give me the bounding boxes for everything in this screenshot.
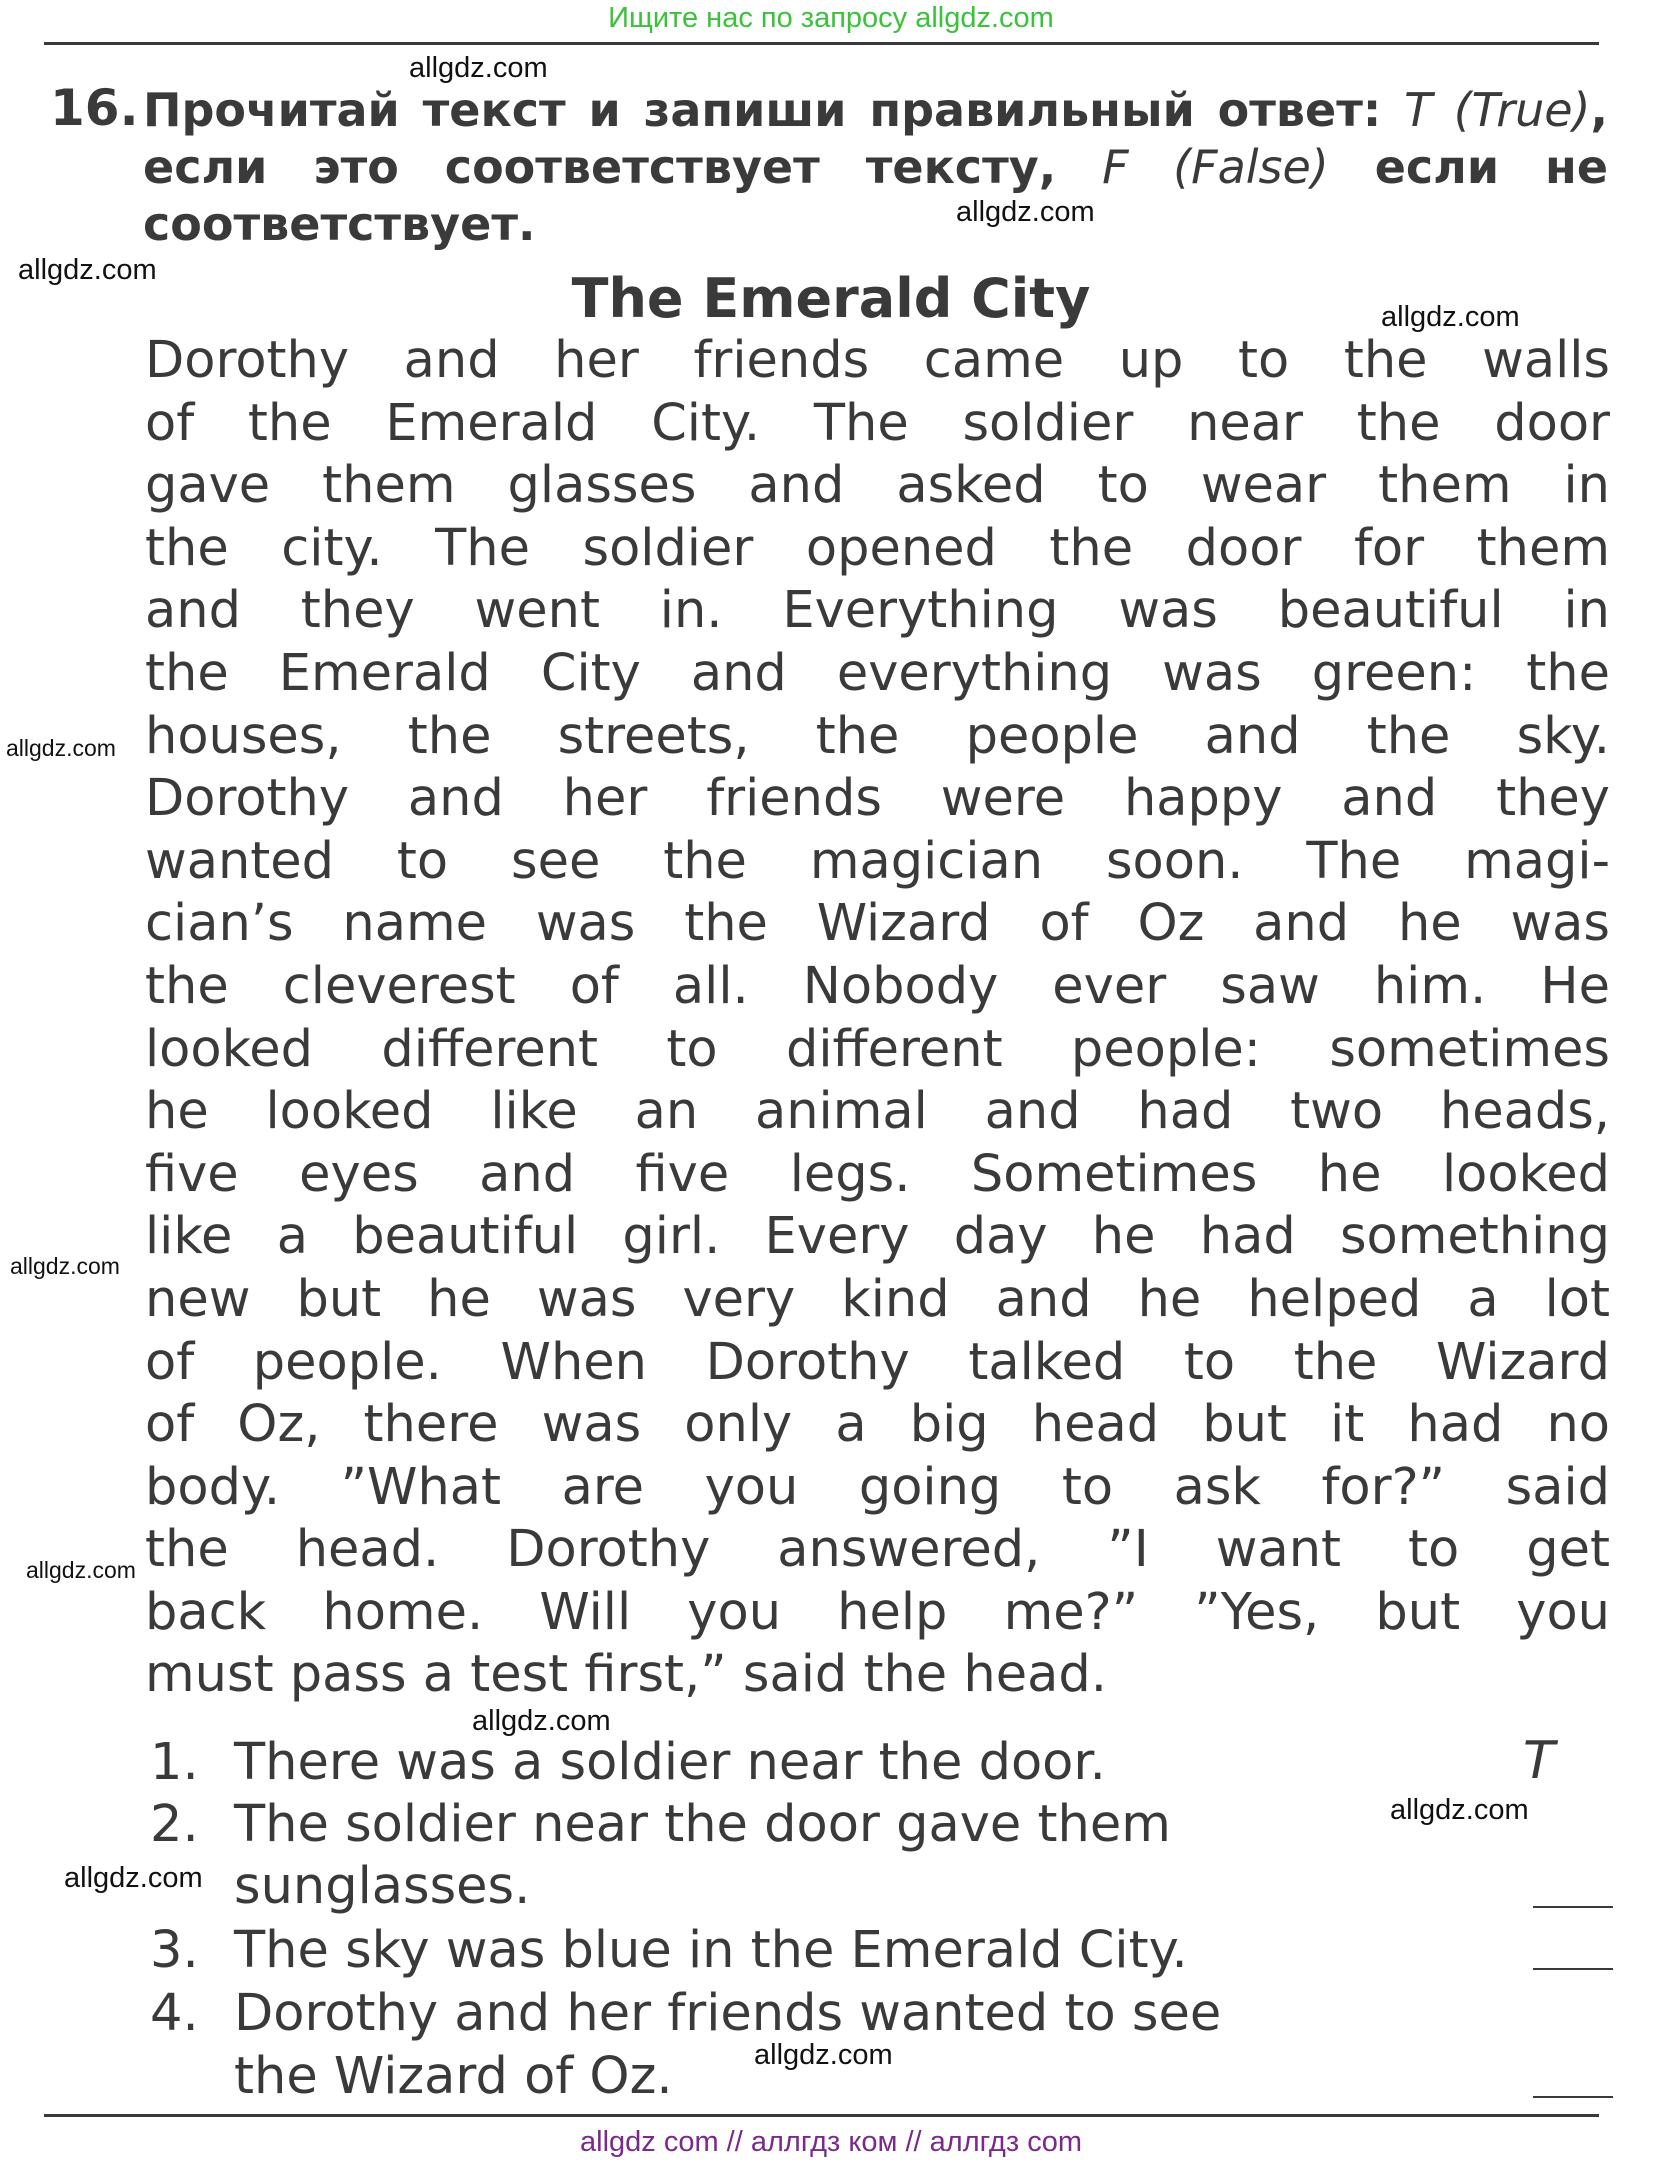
question-text: Dorothy and her friends wanted to see	[234, 1984, 1222, 2043]
question-4	[150, 1983, 1221, 2045]
watermark: allgdz.com	[64, 1862, 203, 1894]
story-line: like a beautiful girl. Every day he had something	[145, 1207, 1610, 1267]
story-line: he looked like an animal and had two heads,	[145, 1082, 1610, 1142]
task-instruction	[143, 82, 1608, 253]
question-number: 2.	[150, 1795, 199, 1854]
story-line: houses, the streets, the people and the sky.	[145, 706, 1610, 766]
story-line: the cleverest of all. Nobody ever saw him. He	[145, 956, 1610, 1016]
top-divider	[44, 42, 1599, 45]
watermark: allgdz.com	[754, 2039, 893, 2071]
watermark: allgdz.com	[26, 1557, 136, 1583]
top-banner: Ищите нас по запросу allgdz.com	[608, 2, 1054, 34]
question-3	[150, 1920, 1188, 1982]
bottom-banner: allgdz com // аллгдз ком // аллгдз com	[580, 2126, 1082, 2158]
answer-blank-2[interactable]	[1533, 1906, 1613, 1908]
story-line: back home. Will you help me?” ”Yes, but you	[145, 1582, 1610, 1642]
story-line: wanted to see the magician soon. The magi-	[145, 831, 1610, 891]
story-line: Dorothy and her friends were happy and they	[145, 769, 1610, 829]
answer-blank-4[interactable]	[1533, 2096, 1613, 2098]
question-text: sunglasses.	[234, 1857, 531, 1916]
watermark: allgdz.com	[409, 52, 548, 84]
story-title: The Emerald City	[571, 267, 1091, 330]
instruction-part2: , если это соответствует тексту,	[143, 83, 1608, 194]
watermark: allgdz.com	[956, 196, 1095, 228]
question-text: The soldier near the door gave them	[234, 1795, 1171, 1854]
question-number: 4.	[150, 1984, 199, 2043]
story-line: of Oz, there was only a big head but it had no	[145, 1395, 1610, 1455]
question-4-continued	[234, 2046, 673, 2108]
question-text: The sky was blue in the Emerald City.	[234, 1921, 1188, 1980]
story-line: gave them glasses and asked to wear them in	[145, 456, 1610, 516]
story-line: looked different to different people: sometimes	[145, 1019, 1610, 1079]
answer-1[interactable]: T	[1523, 1731, 1555, 1791]
watermark: allgdz.com	[472, 1705, 611, 1737]
instruction-part1: Прочитай текст и запиши правильный ответ:	[143, 83, 1382, 137]
story-line: Dorothy and her friends came up to the walls	[145, 331, 1610, 390]
question-2	[150, 1794, 1171, 1856]
watermark: allgdz.com	[18, 254, 157, 286]
story-line: of people. When Dorothy talked to the Wizard	[145, 1332, 1610, 1392]
story-line: body. ”What are you going to ask for?” said	[145, 1457, 1610, 1517]
instruction-part3: если не соответствует.	[143, 140, 1609, 251]
question-text: the Wizard of Oz.	[234, 2047, 673, 2106]
answer-blank-3[interactable]	[1533, 1968, 1613, 1970]
story-text	[145, 330, 1610, 1707]
story-line: the Emerald City and everything was green: the	[145, 643, 1610, 703]
watermark: allgdz.com	[6, 735, 116, 761]
story-line: the head. Dorothy answered, ”I want to get	[145, 1520, 1610, 1580]
story-line: and they went in. Everything was beautiful in	[145, 581, 1610, 641]
false-label: F (False)	[1102, 140, 1329, 194]
question-number: 3.	[150, 1921, 199, 1980]
story-line: cian’s name was the Wizard of Oz and he was	[145, 894, 1610, 954]
question-number: 1.	[150, 1733, 199, 1792]
question-1	[150, 1732, 1106, 1794]
story-line: of the Emerald City. The soldier near the door	[145, 393, 1610, 453]
true-label: T (True)	[1404, 83, 1591, 137]
story-line: new but he was very kind and he helped a lot	[145, 1269, 1610, 1329]
watermark: allgdz.com	[1381, 301, 1520, 333]
story-line: must pass a test first,” said the head.	[145, 1645, 1107, 1705]
bottom-divider	[44, 2114, 1599, 2117]
watermark: allgdz.com	[10, 1253, 120, 1279]
watermark: allgdz.com	[1390, 1794, 1529, 1826]
task-number: 16.	[50, 79, 139, 137]
story-line: five eyes and five legs. Sometimes he looked	[145, 1144, 1610, 1204]
story-line: the city. The soldier opened the door for them	[145, 518, 1610, 578]
question-2-continued	[234, 1856, 530, 1918]
question-text: There was a soldier near the door.	[234, 1733, 1106, 1792]
